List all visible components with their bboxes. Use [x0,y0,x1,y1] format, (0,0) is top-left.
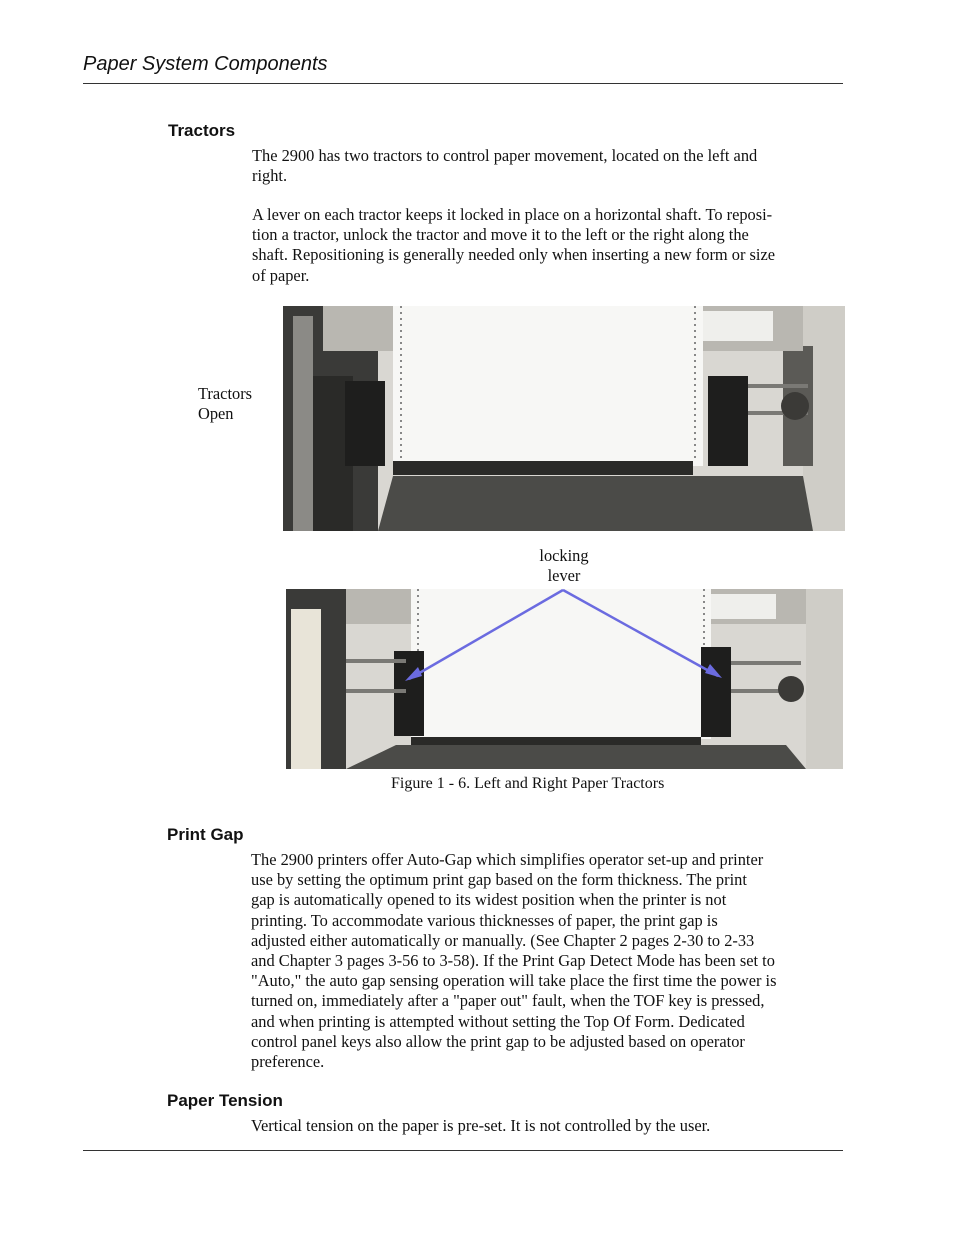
text-line: and Chapter 3 pages 3-56 to 3-58). If the Print Gap Detect Mode has been set to [251,951,775,971]
text-line: control panel keys also allow the print gap to be adjusted based on operator [251,1031,745,1051]
text-line: shaft. Repositioning is generally needed only when inserting a new form or size [252,245,776,265]
label-line: Tractors [198,384,253,403]
text-line: use by setting the optimum print gap based on the form thickness. The print [251,870,747,890]
running-head: Paper System Components [83,53,328,75]
figure-caption: Figure 1 - 6. Left and Right Paper Tractors [391,775,665,792]
text-line: and when printing is attempted without setting the Top Of Form. Dedicated [251,1011,745,1031]
text-line: tion a tractor, unlock the tractor and move it to the left or the right along the [252,225,749,245]
text-line: A lever on each tractor keeps it locked in place on a horizontal shaft. To reposi- [252,205,773,224]
arrow-right-head [705,664,722,678]
section-heading-tractors: Tractors [168,121,236,140]
text-line: preference. [251,1052,325,1072]
text-line: adjusted either automatically or manually. (See Chapter 2 pages 2-30 to 2-33 [251,930,755,950]
footer-rule [83,1150,843,1151]
text-line: gap is automatically opened to its widest position when the printer is not [251,890,727,910]
label-line: locking [539,546,589,565]
text-line: turned on, immediately after a "paper out" fault, when the TOF key is pressed, [251,991,765,1011]
print-gap-paragraph [251,850,776,1072]
label-line: lever [547,566,581,585]
text-line: right. [252,166,288,186]
section-heading-print-gap: Print Gap [167,825,244,844]
label-line: Open [198,404,234,423]
section-heading-paper-tension: Paper Tension [167,1091,283,1110]
text-line: printing. To accommodate various thicknesses of paper, the print gap is [251,910,718,930]
text-line: The 2900 printers offer Auto-Gap which simplifies operator set-up and printer [251,850,764,869]
text-line: "Auto," the auto gap sensing operation will take place the first time the power is [251,971,777,991]
text-line: of paper. [252,265,310,285]
paper-tension-paragraph: Vertical tension on the paper is pre-set. It is not controlled by the user. [251,1116,711,1135]
arrow-left-head [405,667,422,681]
arrow-right [563,590,718,676]
arrow-left [409,590,563,679]
text-line: The 2900 has two tractors to control paper movement, located on the left and [252,146,758,165]
